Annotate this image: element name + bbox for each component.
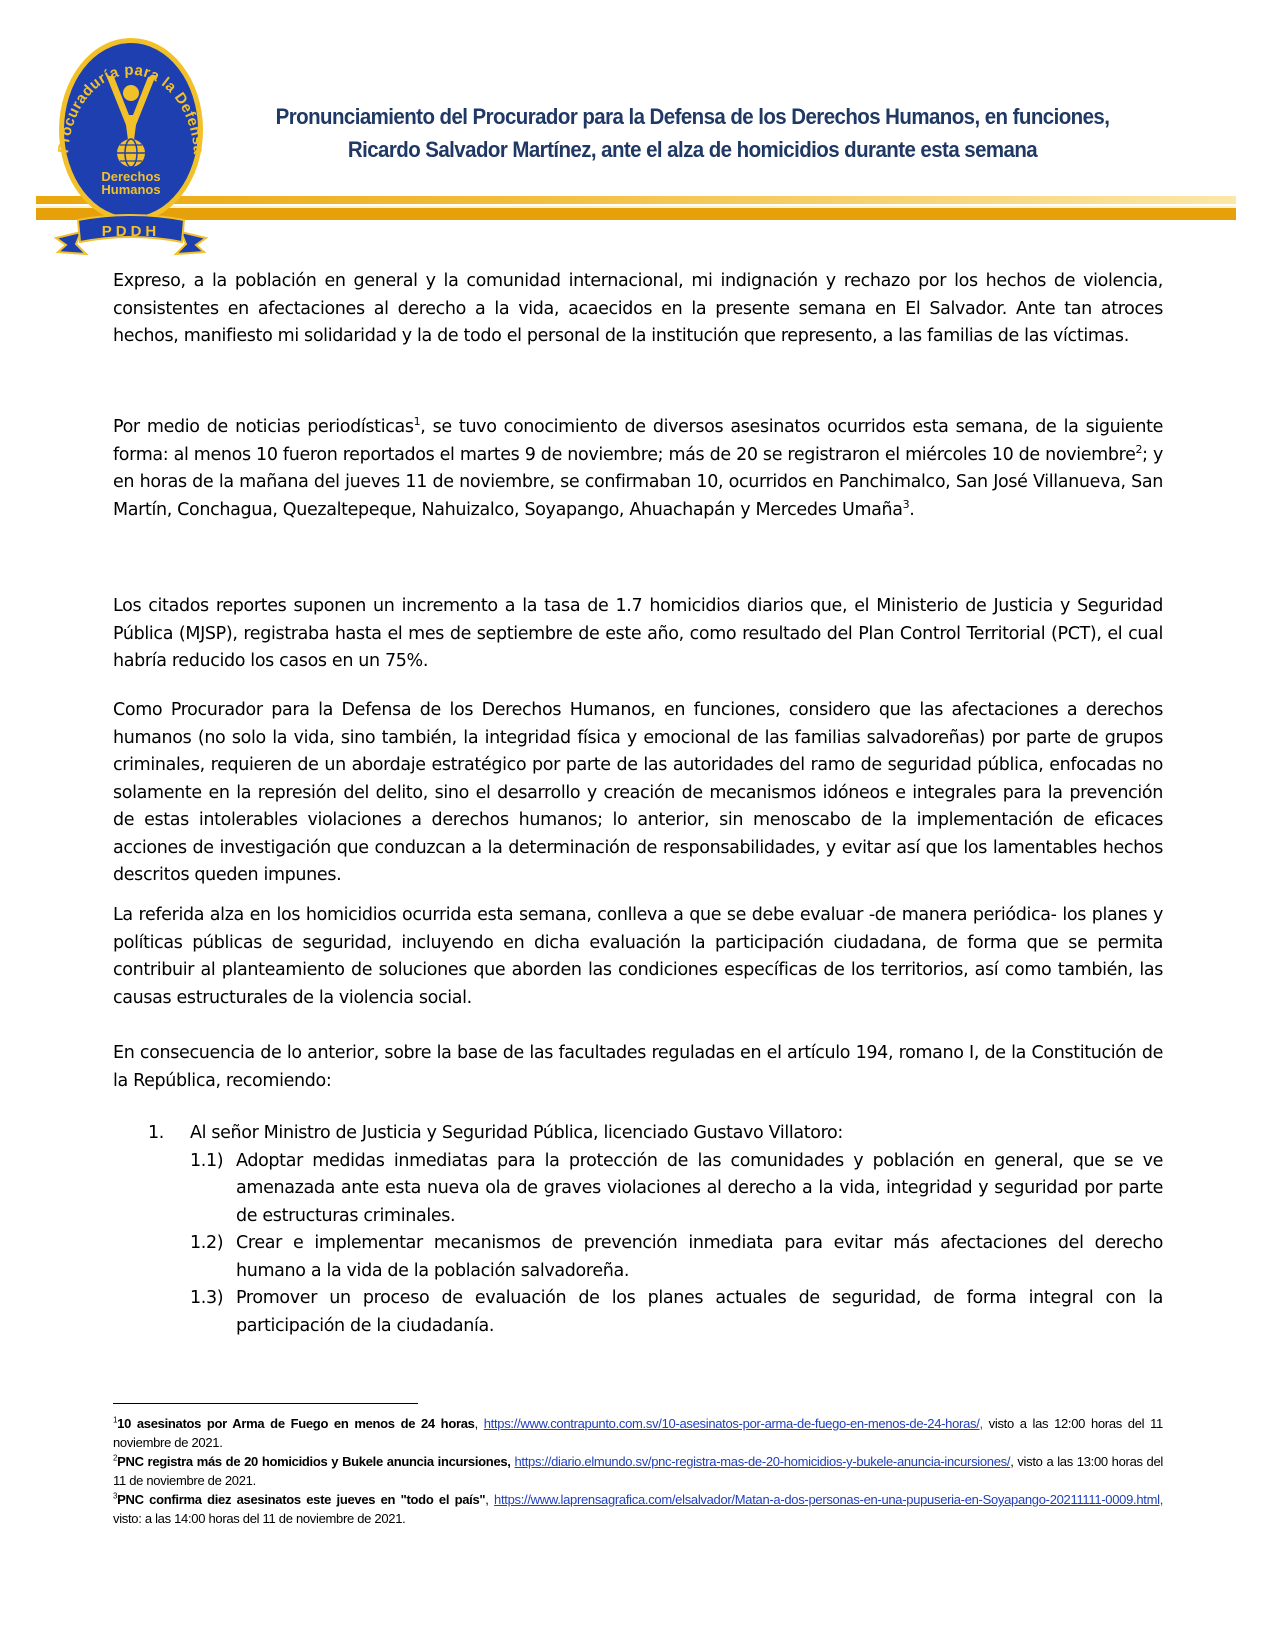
sub-recommendation-text: Promover un proceso de evaluación de los planes actuales de seguridad, de forma integral con la participación de la ciudadanía. bbox=[236, 1288, 1163, 1336]
footnote-mark: 1 bbox=[113, 1415, 118, 1425]
footnote-title: PNC registra más de 20 homicidios y Bukele anuncia incursiones, bbox=[117, 1454, 511, 1469]
logo-arc-text: Procuraduría para la Defensa bbox=[55, 61, 208, 155]
paragraph-2 bbox=[113, 414, 1163, 524]
footnote-separator bbox=[113, 1403, 418, 1404]
sub-recommendation-number: 1.1) bbox=[190, 1150, 224, 1171]
footnote-visit-text: , visto a las 13:00 horas del 11 de noviembre de 2021. bbox=[113, 1454, 1164, 1488]
footnote-separator-text: , bbox=[485, 1492, 495, 1507]
footnote-mark: 3 bbox=[113, 1491, 118, 1501]
pddh-emblem-icon bbox=[36, 30, 226, 260]
footnote-link[interactable]: https://www.contrapunto.com.sv/10-asesinatos-por-arma-de-fuego-en-menos-de-24-horas/, bbox=[483, 1416, 983, 1431]
paragraph-4: Como Procurador para la Defensa de los Derechos Humanos, en funciones, considero que las afectaciones a derechos humanos (no solo la vida, sino también, la integridad física y emocional de las familias salvadoreñas) por parte de grupos criminales, requieren de un abordaje estratégico por parte de las autoridades del ramo de seguridad pública, enfocadas no solamente en la represión del delito, sino el desarrollo y creación de mecanismos idóneos e integrales para la prevención de estas intolerables violaciones a derechos humanos; lo anterior, sin menoscabo de la implementación de eficaces acciones de investigación que conduzcan a la determinación de responsabilidades, y evitar así que los lamentables hechos descritos queden impunes. bbox=[113, 700, 1163, 885]
sub-recommendation-item bbox=[168, 1148, 1163, 1231]
paragraph-2-text-a: Por medio de noticias periodísticas bbox=[113, 417, 414, 437]
sub-recommendation-item bbox=[168, 1285, 1163, 1340]
footnote-3 bbox=[113, 1490, 1163, 1528]
paragraph-5: La referida alza en los homicidios ocurrida esta semana, conlleva a que se debe evaluar -de manera periódica- los planes y políticas públicas de seguridad, incluyendo en dicha evaluación la participación ciudadana, de forma que se permita contribuir al planteamiento de soluciones que aborden las condiciones específicas de los territorios, así como también, las causas estructurales de la violencia social. bbox=[113, 905, 1163, 1008]
paragraph-6: En consecuencia de lo anterior, sobre la base de las facultades reguladas en el artículo 194, romano I, de la Constitución de la República, recomiendo: bbox=[113, 1043, 1163, 1091]
footnote-link[interactable]: https://diario.elmundo.sv/pnc-registra-mas-de-20-homicidios-y-bukele-anuncia-incursiones/ bbox=[514, 1454, 1011, 1469]
sub-recommendations bbox=[190, 1148, 1163, 1341]
recommendation-text: Al señor Ministro de Justicia y Seguridad Pública, licenciado Gustavo Villatoro: bbox=[190, 1123, 843, 1143]
paragraph-2-text-d: . bbox=[909, 499, 915, 520]
sub-recommendation-text: Crear e implementar mecanismos de prevención inmediata para evitar más afectaciones del derecho humano a la vida de la población salvadoreña. bbox=[236, 1233, 1163, 1281]
footnote-ref-2[interactable]: 2 bbox=[1135, 442, 1143, 456]
footnote-1 bbox=[113, 1414, 1163, 1452]
sub-recommendation-item bbox=[168, 1230, 1163, 1285]
logo-ribbon-text: PDDH bbox=[101, 223, 161, 240]
logo-text-derechos: Derechos bbox=[101, 169, 161, 184]
paragraph-1: Expreso, a la población en general y la comunidad internacional, mi indignación y rechazo por los hechos de violencia, consistentes en afectaciones al derecho a la vida, acaecidos en la presente semana en El Salvador. Ante tan atroces hechos, manifiesto mi solidaridad y la de todo el personal de la institución que represento, a las familias de las víctimas. bbox=[113, 271, 1163, 346]
pddh-logo bbox=[36, 30, 226, 260]
footnote-visit-text: visto a las 12:00 horas del 11 noviembre de 2021. bbox=[113, 1416, 1163, 1450]
sub-recommendation-text: Adoptar medidas inmediatas para la protección de las comunidades y población en general, que se ve amenazada ante esta nueva ola de graves violaciones al derecho a la vida, integridad y seguridad por parte de estructuras criminales. bbox=[236, 1150, 1163, 1226]
footnote-separator-text: , bbox=[474, 1416, 484, 1431]
logo-text-humanos: Humanos bbox=[101, 182, 161, 197]
footnotes bbox=[113, 1414, 1163, 1528]
title-line-1: Pronunciamiento del Procurador para la Defensa de los Derechos Humanos, en funciones, bbox=[275, 104, 1110, 129]
recommendations-list bbox=[148, 1120, 1163, 1340]
footnote-ref-1[interactable]: 1 bbox=[413, 415, 421, 429]
footnote-visit-text: visto: a las 14:00 horas del 11 de noviembre de 2021. bbox=[113, 1511, 406, 1526]
sub-recommendation-number: 1.3) bbox=[190, 1288, 224, 1308]
paragraph-2-text-b: , se tuvo conocimiento de diversos asesinatos ocurridos esta semana, de la siguiente forma: al menos 10 fueron reportados el martes 9 de noviembre; más de 20 se registraron el miércoles 10 de noviembre bbox=[113, 417, 1163, 465]
footnote-title: 10 asesinatos por Arma de Fuego en menos de 24 horas bbox=[117, 1416, 475, 1431]
footnote-2 bbox=[113, 1452, 1163, 1490]
title-line-2: Ricardo Salvador Martínez, ante el alza de homicidios durante esta semana bbox=[347, 137, 1038, 162]
paragraph-2-text-c: ; y en horas de la mañana del jueves 11 de noviembre, se confirmaban 10, ocurridos en Panchimalco, San José Villanueva, San Martín, Conchagua, Quezaltepeque, Nahuizalco, Soyapango, Ahuachapán y Mercedes Umaña bbox=[113, 444, 1163, 520]
footnote-ref-3[interactable]: 3 bbox=[902, 497, 910, 511]
recommendation-number: 1. bbox=[148, 1123, 164, 1143]
paragraph-3: Los citados reportes suponen un incremento a la tasa de 1.7 homicidios diarios que, el Ministerio de Justicia y Seguridad Pública (MJSP), registraba hasta el mes de septiembre de este año, como resultado del Plan Control Territorial (PCT), el cual habría reducido los casos en un 75%. bbox=[113, 596, 1163, 671]
recommendation-item bbox=[148, 1120, 1163, 1148]
footnote-title: PNC confirma diez asesinatos este jueves en "todo el país" bbox=[117, 1492, 486, 1507]
sub-recommendation-number: 1.2) bbox=[190, 1233, 224, 1253]
footnote-link[interactable]: https://www.laprensagrafica.com/elsalvador/Matan-a-dos-personas-en-una-pupuseria-en-Soyapango-20211111-0009.html, bbox=[494, 1492, 1164, 1507]
footnote-mark: 2 bbox=[113, 1453, 118, 1463]
document-title bbox=[248, 100, 1136, 166]
